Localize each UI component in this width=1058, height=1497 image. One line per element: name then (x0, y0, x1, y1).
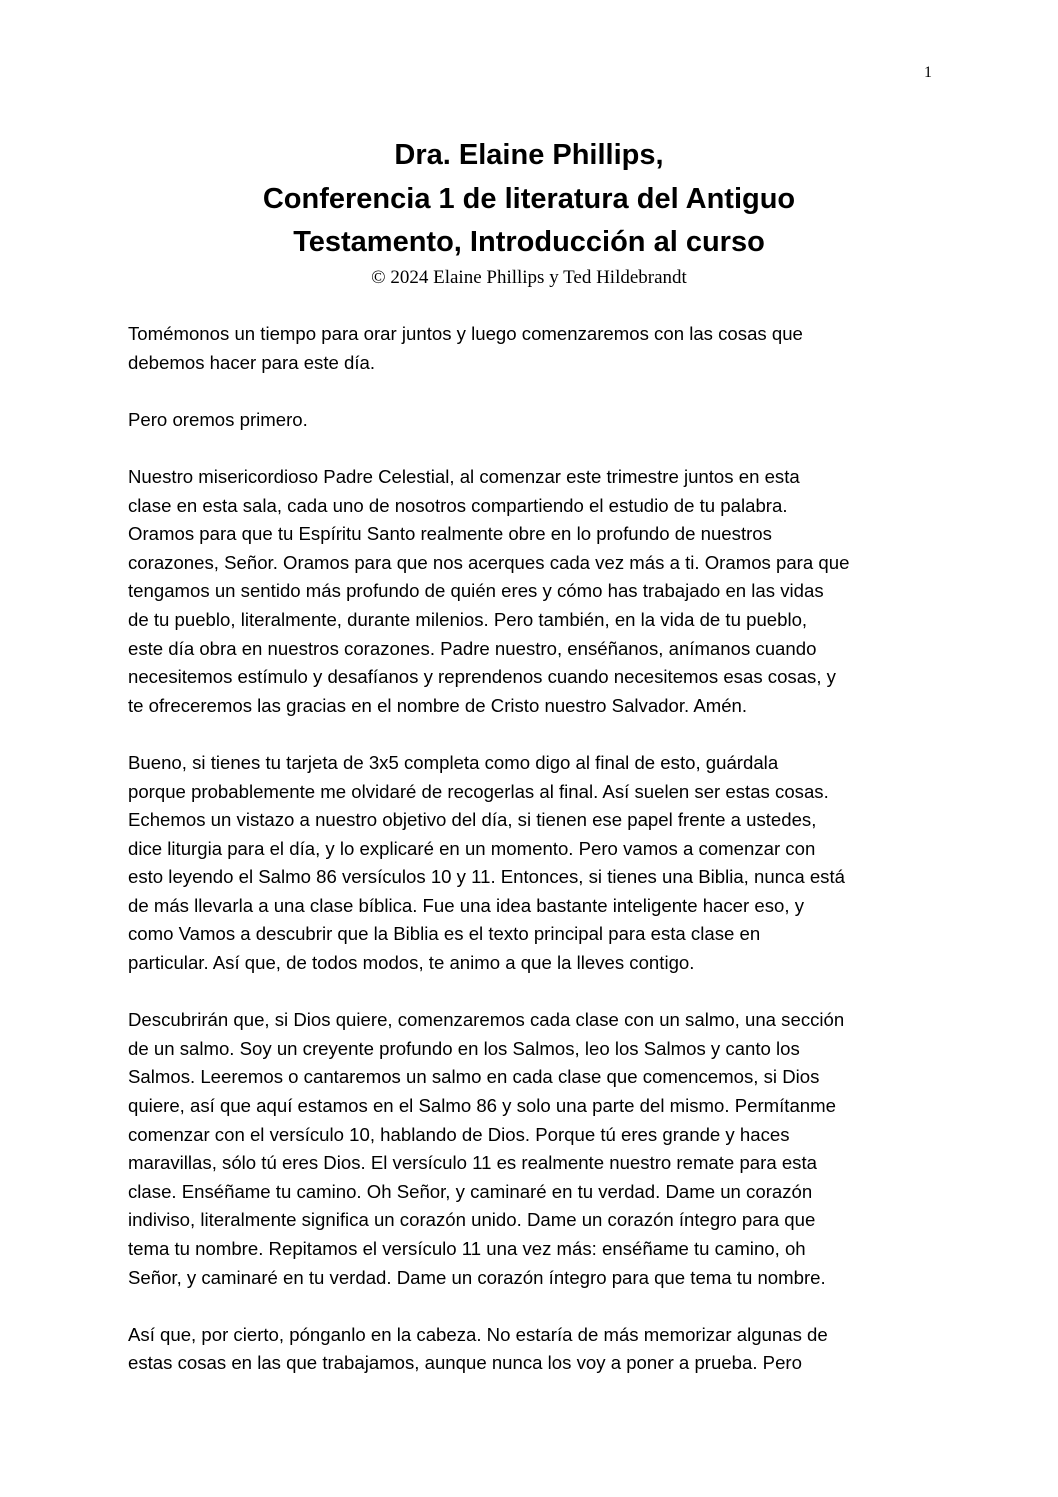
text-line: de más llevarla a una clase bíblica. Fue una idea bastante inteligente hacer eso, y (128, 894, 804, 916)
text-line: debemos hacer para este día. (128, 351, 376, 373)
text-line: Tomémonos un tiempo para orar juntos y luego comenzaremos con las cosas que (128, 323, 803, 344)
title-line: Dra. Elaine Phillips, (394, 139, 664, 171)
text-line: como Vamos a descubrir que la Biblia es el texto principal para esta clase en (128, 923, 761, 945)
paragraph (128, 320, 948, 377)
text-line: este día obra en nuestros corazones. Padre nuestro, enséñanos, anímanos cuando (128, 637, 817, 659)
paragraph (128, 463, 948, 720)
paragraph (128, 1321, 948, 1378)
text-line: de un salmo. Soy un creyente profundo en los Salmos, leo los Salmos y canto los (128, 1037, 800, 1059)
text-line: Oramos para que tu Espíritu Santo realmente obre en lo profundo de nuestros (128, 523, 772, 545)
paragraph (128, 1006, 948, 1292)
text-line: quiere, así que aquí estamos en el Salmo 86 y solo una parte del mismo. Permítanme (128, 1095, 836, 1117)
text-line: indiviso, literalmente significa un corazón unido. Dame un corazón íntegro para que (128, 1209, 816, 1231)
text-line: maravillas, sólo tú eres Dios. El versículo 11 es realmente nuestro remate para esta (128, 1152, 817, 1174)
text-line: Nuestro misericordioso Padre Celestial, al comenzar este trimestre juntos en esta (128, 465, 800, 487)
text-line: necesitemos estímulo y desafíanos y reprendenos cuando necesitemos esas cosas, y (128, 666, 836, 688)
text-line: Así que, por cierto, pónganlo en la cabeza. No estaría de más memorizar algunas de (128, 1323, 828, 1345)
text-line: Pero oremos primero. (128, 408, 308, 430)
text-line: de tu pueblo, literalmente, durante milenios. Pero también, en la vida de tu pueblo, (128, 608, 808, 630)
text-line: Salmos. Leeremos o cantaremos un salmo en cada clase que comencemos, si Dios (128, 1066, 820, 1088)
text-line: particular. Así que, de todos modos, te animo a que la lleves contigo. (128, 952, 695, 974)
text-line: clase. Enséñame tu camino. Oh Señor, y caminaré en tu verdad. Dame un corazón (128, 1180, 813, 1202)
document-title (0, 134, 1058, 265)
text-line: esto leyendo el Salmo 86 versículos 10 y 11. Entonces, si tienes una Biblia, nunca está (128, 866, 845, 888)
text-line: tengamos un sentido más profundo de quién eres y cómo has trabajado en las vidas (128, 580, 824, 602)
text-line: Descubrirán que, si Dios quiere, comenzaremos cada clase con un salmo, una sección (128, 1009, 845, 1031)
copyright-notice: © 2024 Elaine Phillips y Ted Hildebrandt (371, 267, 687, 288)
text-line: dice liturgia para el día, y lo explicaré en un momento. Pero vamos a comenzar con (128, 837, 816, 859)
text-line: comenzar con el versículo 10, hablando de Dios. Porque tú eres grande y haces (128, 1123, 790, 1145)
text-line: te ofreceremos las gracias en el nombre de Cristo nuestro Salvador. Amén. (128, 694, 748, 716)
paragraph (128, 406, 948, 435)
text-line: Echemos un vistazo a nuestro objetivo del día, si tienen ese papel frente a ustedes, (128, 809, 817, 831)
text-line: clase en esta sala, cada uno de nosotros compartiendo el estudio de tu palabra. (128, 494, 788, 516)
title-line: Conferencia 1 de literatura del Antiguo (262, 182, 796, 215)
text-line: estas cosas en las que trabajamos, aunque nunca los voy a poner a prueba. Pero (128, 1352, 802, 1374)
text-line: corazones, Señor. Oramos para que nos acerques cada vez más a ti. Oramos para que (128, 551, 850, 573)
text-line: porque probablemente me olvidaré de recogerlas al final. Así suelen ser estas cosas. (128, 780, 829, 802)
document-body (128, 320, 948, 1407)
text-line: Bueno, si tienes tu tarjeta de 3x5 completa como digo al final de esto, guárdala (128, 751, 779, 773)
text-line: tema tu nombre. Repitamos el versículo 11 una vez más: enséñame tu camino, oh (128, 1238, 806, 1259)
text-line: Señor, y caminaré en tu verdad. Dame un corazón íntegro para que tema tu nombre. (128, 1266, 826, 1288)
title-line: Testamento, Introducción al curso (293, 226, 765, 258)
page-number: 1 (924, 64, 932, 81)
paragraph (128, 749, 948, 978)
